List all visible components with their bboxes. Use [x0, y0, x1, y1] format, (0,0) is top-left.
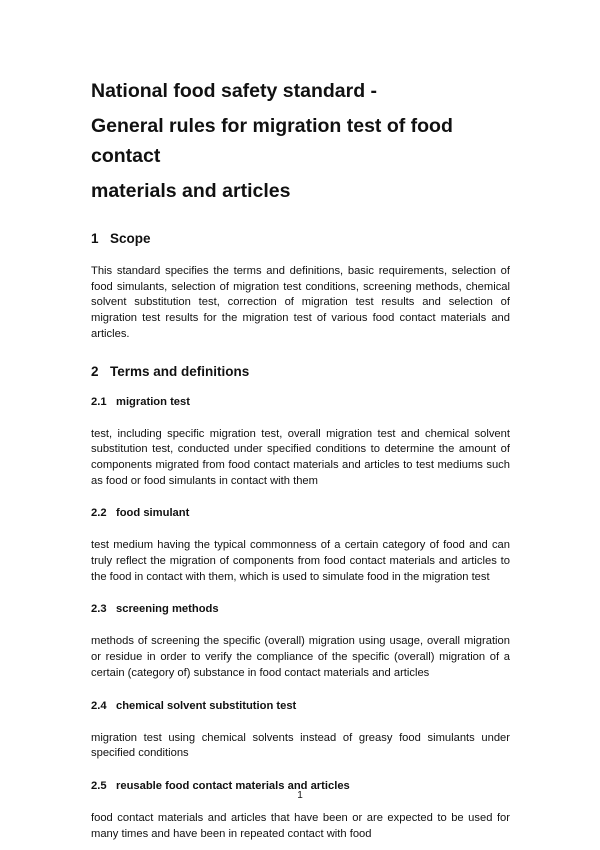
definition-text: test medium having the typical commonness of a certain category of food and can truly reflect the migration of components from food contact materials and articles to the food in contact with them, which is used to simulate food in the migration test	[91, 539, 510, 583]
definition-heading	[91, 699, 510, 714]
scope-paragraph: This standard specifies the terms and definitions, basic requirements, selection of food simulants, selection of migration test conditions, screening methods, chemical solvent substitution test, correction of migration test results and selection of migration test results for the migration test of various food contact materials and articles.	[91, 265, 510, 340]
definition-number: 2.3	[91, 603, 107, 616]
definition-text: migration test using chemical solvents instead of greasy food simulants under specified conditions	[91, 731, 510, 760]
section-title: Scope	[110, 231, 151, 246]
title-line: National food safety standard -	[91, 80, 378, 102]
definition-heading	[91, 506, 510, 521]
section-heading-terms	[91, 363, 510, 381]
definition-text: methods of screening the specific (overall) migration using usage, overall migration or residue in order to verify the compliance of the specific (overall) migration of a certain (category of) substance in food contact materials and articles	[91, 635, 510, 679]
definition-term: migration test	[116, 395, 190, 408]
definition-term: reusable food contact materials and articles	[116, 779, 350, 792]
definition-text: food contact materials and articles that have been or are expected to be used for many times and have been in repeated contact with food	[91, 811, 510, 840]
section-number: 2	[91, 363, 99, 379]
definition-number: 2.5	[91, 779, 107, 792]
definition-term: chemical solvent substitution test	[116, 699, 297, 712]
definition-term: screening methods	[116, 603, 219, 616]
title-line: materials and articles	[91, 179, 291, 202]
page-number: 1	[297, 790, 303, 801]
definition-heading	[91, 602, 510, 617]
section-title: Terms and definitions	[110, 363, 250, 379]
document-content	[91, 76, 510, 842]
title-line: General rules for migration test of food contact	[91, 114, 453, 167]
document-title	[91, 76, 510, 206]
definition-number: 2.4	[91, 699, 107, 712]
section-heading-scope	[91, 230, 510, 248]
definition-term: food simulant	[116, 507, 190, 520]
definition-number: 2.2	[91, 507, 107, 520]
definition-number: 2.1	[91, 395, 107, 408]
section-number: 1	[91, 231, 99, 246]
definition-text: test, including specific migration test, overall migration test and chemical solvent substitution test, conducted under specified conditions to determine the amount of components migrated from food contact materials and articles to test mediums such as food or food simulants in contact with them	[91, 427, 510, 487]
definition-heading	[91, 395, 510, 410]
